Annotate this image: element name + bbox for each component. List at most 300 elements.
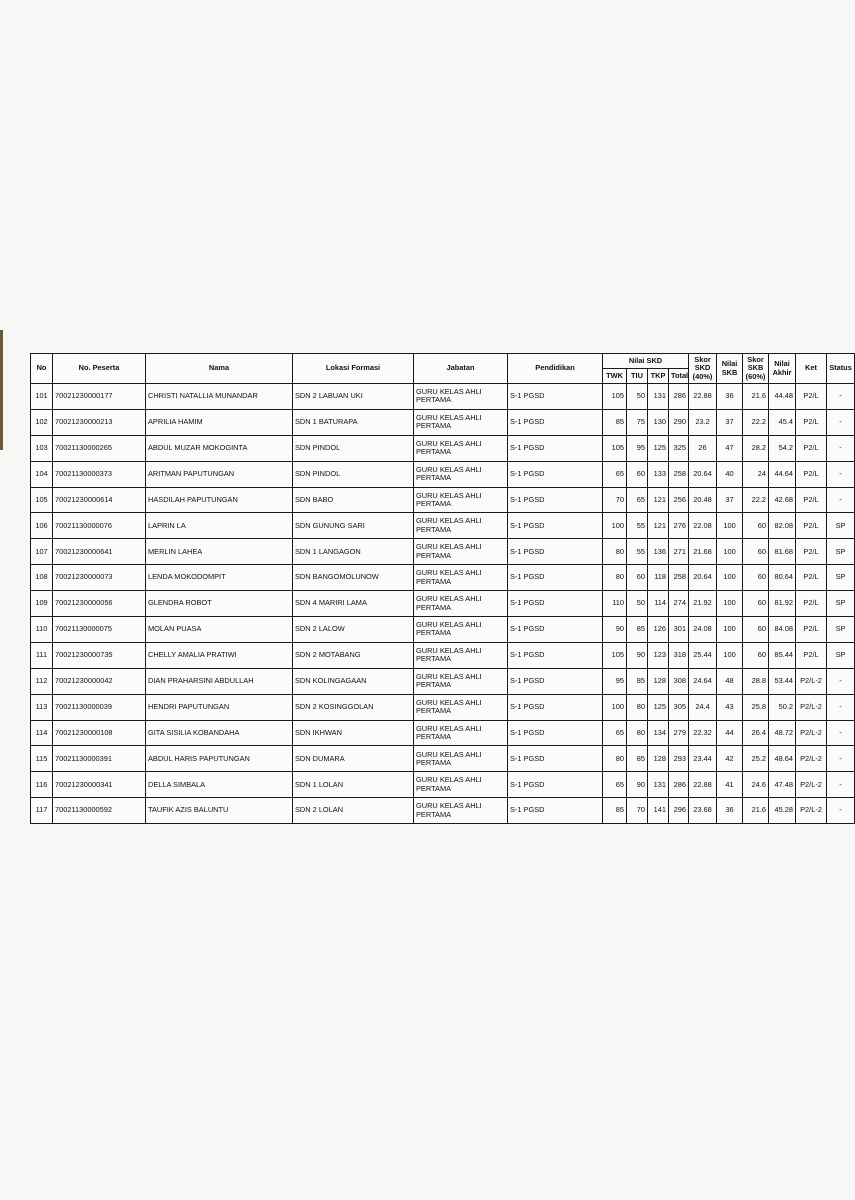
cell-status: SP [827, 513, 855, 539]
table-row [31, 642, 855, 668]
cell-skor-skb: 22.2 [743, 487, 769, 513]
cell-total: 318 [669, 642, 689, 668]
cell-status: SP [827, 617, 855, 643]
cell-nilai-akhir: 54.2 [769, 435, 796, 461]
cell-jabatan: GURU KELAS AHLI PERTAMA [414, 539, 508, 565]
cell-jabatan: GURU KELAS AHLI PERTAMA [414, 617, 508, 643]
cell-lokasi: SDN 2 KOSINGGOLAN [293, 694, 414, 720]
cell-skor-skd: 24.08 [689, 617, 717, 643]
table-row [31, 746, 855, 772]
cell-ket: P2/L [796, 435, 827, 461]
cell-nilai-skb: 100 [717, 565, 743, 591]
cell-no: 104 [31, 461, 53, 487]
cell-ket: P2/L [796, 565, 827, 591]
cell-no-peserta: 70021230000056 [53, 591, 146, 617]
cell-nilai-skb: 100 [717, 513, 743, 539]
cell-lokasi: SDN BANGOMOLUNOW [293, 565, 414, 591]
cell-twk: 90 [603, 617, 627, 643]
cell-lokasi: SDN 1 LANGAGON [293, 539, 414, 565]
cell-jabatan: GURU KELAS AHLI PERTAMA [414, 565, 508, 591]
cell-status: - [827, 409, 855, 435]
cell-twk: 105 [603, 384, 627, 410]
cell-no: 111 [31, 642, 53, 668]
cell-tiu: 60 [627, 565, 648, 591]
cell-nama: DELLA SIMBALA [146, 772, 293, 798]
header-no-peserta: No. Peserta [53, 354, 146, 384]
cell-twk: 100 [603, 513, 627, 539]
cell-twk: 110 [603, 591, 627, 617]
cell-skor-skb: 21.6 [743, 798, 769, 824]
cell-pendidikan: S-1 PGSD [508, 668, 603, 694]
cell-total: 276 [669, 513, 689, 539]
cell-tkp: 130 [648, 409, 669, 435]
cell-total: 271 [669, 539, 689, 565]
cell-tiu: 55 [627, 513, 648, 539]
cell-ket: P2/L-2 [796, 720, 827, 746]
cell-nilai-skb: 37 [717, 409, 743, 435]
cell-tiu: 80 [627, 720, 648, 746]
cell-skor-skb: 60 [743, 539, 769, 565]
cell-jabatan: GURU KELAS AHLI PERTAMA [414, 435, 508, 461]
cell-tiu: 85 [627, 746, 648, 772]
cell-twk: 65 [603, 772, 627, 798]
cell-twk: 105 [603, 435, 627, 461]
cell-twk: 65 [603, 461, 627, 487]
cell-tkp: 121 [648, 487, 669, 513]
table-row [31, 461, 855, 487]
cell-status: - [827, 384, 855, 410]
cell-lokasi: SDN KOLINGAGAAN [293, 668, 414, 694]
table-row [31, 798, 855, 824]
cell-nama: TAUFIK AZIS BALUNTU [146, 798, 293, 824]
cell-lokasi: SDN BABO [293, 487, 414, 513]
cell-pendidikan: S-1 PGSD [508, 642, 603, 668]
cell-nilai-akhir: 44.64 [769, 461, 796, 487]
cell-skor-skd: 24.4 [689, 694, 717, 720]
cell-nama: CHRISTI NATALLIA MUNANDAR [146, 384, 293, 410]
cell-skor-skd: 26 [689, 435, 717, 461]
cell-ket: P2/L [796, 617, 827, 643]
cell-skor-skd: 22.88 [689, 772, 717, 798]
cell-status: SP [827, 642, 855, 668]
cell-nilai-akhir: 47.48 [769, 772, 796, 798]
header-tiu: TIU [627, 369, 648, 384]
cell-no: 106 [31, 513, 53, 539]
cell-lokasi: SDN 1 LOLAN [293, 772, 414, 798]
cell-twk: 85 [603, 798, 627, 824]
cell-ket: P2/L-2 [796, 746, 827, 772]
cell-tiu: 80 [627, 694, 648, 720]
cell-tkp: 131 [648, 772, 669, 798]
cell-lokasi: SDN 2 LALOW [293, 617, 414, 643]
cell-no: 107 [31, 539, 53, 565]
cell-status: - [827, 694, 855, 720]
page-edge-shadow [0, 330, 3, 450]
cell-nilai-akhir: 42.68 [769, 487, 796, 513]
table-row [31, 694, 855, 720]
cell-no: 112 [31, 668, 53, 694]
cell-status: - [827, 772, 855, 798]
cell-nama: HENDRI PAPUTUNGAN [146, 694, 293, 720]
cell-no-peserta: 70021230000735 [53, 642, 146, 668]
cell-jabatan: GURU KELAS AHLI PERTAMA [414, 409, 508, 435]
table-row [31, 384, 855, 410]
cell-skor-skd: 21.68 [689, 539, 717, 565]
cell-tkp: 136 [648, 539, 669, 565]
cell-no-peserta: 70021130000592 [53, 798, 146, 824]
cell-no-peserta: 70021230000177 [53, 384, 146, 410]
cell-pendidikan: S-1 PGSD [508, 513, 603, 539]
cell-no: 103 [31, 435, 53, 461]
cell-twk: 85 [603, 409, 627, 435]
header-nama: Nama [146, 354, 293, 384]
cell-tkp: 114 [648, 591, 669, 617]
cell-no: 115 [31, 746, 53, 772]
cell-no: 101 [31, 384, 53, 410]
cell-skor-skb: 60 [743, 617, 769, 643]
cell-twk: 80 [603, 746, 627, 772]
cell-pendidikan: S-1 PGSD [508, 694, 603, 720]
cell-twk: 70 [603, 487, 627, 513]
cell-skor-skd: 22.32 [689, 720, 717, 746]
cell-tiu: 75 [627, 409, 648, 435]
cell-nilai-skb: 100 [717, 617, 743, 643]
cell-nilai-akhir: 48.72 [769, 720, 796, 746]
cell-tiu: 60 [627, 461, 648, 487]
cell-no: 105 [31, 487, 53, 513]
cell-total: 258 [669, 461, 689, 487]
cell-nilai-skb: 47 [717, 435, 743, 461]
cell-jabatan: GURU KELAS AHLI PERTAMA [414, 668, 508, 694]
table-header [31, 354, 855, 384]
cell-tkp: 123 [648, 642, 669, 668]
table-row [31, 487, 855, 513]
cell-ket: P2/L-2 [796, 694, 827, 720]
cell-twk: 80 [603, 539, 627, 565]
header-skor-skb: Skor SKB (60%) [743, 354, 769, 384]
cell-ket: P2/L-2 [796, 798, 827, 824]
cell-nama: HASDILAH PAPUTUNGAN [146, 487, 293, 513]
cell-skor-skb: 21.6 [743, 384, 769, 410]
header-jabatan: Jabatan [414, 354, 508, 384]
cell-total: 286 [669, 772, 689, 798]
cell-total: 308 [669, 668, 689, 694]
header-nilai-skb: Nilai SKB [717, 354, 743, 384]
cell-twk: 95 [603, 668, 627, 694]
table-row [31, 668, 855, 694]
cell-total: 286 [669, 384, 689, 410]
cell-nama: DIAN PRAHARSINI ABDULLAH [146, 668, 293, 694]
cell-total: 256 [669, 487, 689, 513]
cell-ket: P2/L [796, 409, 827, 435]
cell-no: 108 [31, 565, 53, 591]
cell-nama: GITA SISILIA KOBANDAHA [146, 720, 293, 746]
cell-ket: P2/L [796, 384, 827, 410]
cell-tkp: 131 [648, 384, 669, 410]
cell-total: 290 [669, 409, 689, 435]
cell-skor-skb: 24 [743, 461, 769, 487]
cell-no-peserta: 70021130000075 [53, 617, 146, 643]
cell-skor-skd: 25.44 [689, 642, 717, 668]
cell-jabatan: GURU KELAS AHLI PERTAMA [414, 720, 508, 746]
cell-skor-skb: 28.2 [743, 435, 769, 461]
cell-lokasi: SDN 2 LABUAN UKI [293, 384, 414, 410]
cell-tiu: 55 [627, 539, 648, 565]
cell-twk: 100 [603, 694, 627, 720]
cell-nilai-akhir: 84.08 [769, 617, 796, 643]
cell-skor-skd: 22.88 [689, 384, 717, 410]
cell-tiu: 65 [627, 487, 648, 513]
cell-no: 117 [31, 798, 53, 824]
cell-tiu: 90 [627, 772, 648, 798]
header-nilai-akhir: Nilai Akhir [769, 354, 796, 384]
cell-jabatan: GURU KELAS AHLI PERTAMA [414, 772, 508, 798]
cell-tiu: 50 [627, 384, 648, 410]
cell-ket: P2/L [796, 513, 827, 539]
cell-total: 258 [669, 565, 689, 591]
header-skor-skd: Skor SKD (40%) [689, 354, 717, 384]
cell-no-peserta: 70021130000391 [53, 746, 146, 772]
cell-ket: P2/L [796, 539, 827, 565]
cell-pendidikan: S-1 PGSD [508, 435, 603, 461]
cell-nilai-skb: 43 [717, 694, 743, 720]
cell-nilai-skb: 48 [717, 668, 743, 694]
cell-lokasi: SDN IKHWAN [293, 720, 414, 746]
cell-ket: P2/L [796, 591, 827, 617]
cell-tkp: 125 [648, 694, 669, 720]
table-row [31, 409, 855, 435]
cell-nilai-akhir: 81.68 [769, 539, 796, 565]
cell-total: 274 [669, 591, 689, 617]
cell-lokasi: SDN GUNUNG SARI [293, 513, 414, 539]
cell-tkp: 133 [648, 461, 669, 487]
cell-no-peserta: 70021130000373 [53, 461, 146, 487]
cell-nama: GLENDRA ROBOT [146, 591, 293, 617]
cell-no: 110 [31, 617, 53, 643]
cell-nama: ABDUL HARIS PAPUTUNGAN [146, 746, 293, 772]
cell-nilai-skb: 40 [717, 461, 743, 487]
header-ket: Ket [796, 354, 827, 384]
cell-ket: P2/L [796, 487, 827, 513]
cell-nilai-skb: 100 [717, 642, 743, 668]
cell-pendidikan: S-1 PGSD [508, 746, 603, 772]
cell-no-peserta: 70021230000108 [53, 720, 146, 746]
cell-tkp: 118 [648, 565, 669, 591]
table-row [31, 720, 855, 746]
cell-lokasi: SDN DUMARA [293, 746, 414, 772]
cell-skor-skb: 26.4 [743, 720, 769, 746]
cell-pendidikan: S-1 PGSD [508, 720, 603, 746]
cell-pendidikan: S-1 PGSD [508, 565, 603, 591]
cell-status: - [827, 461, 855, 487]
cell-pendidikan: S-1 PGSD [508, 772, 603, 798]
table-row [31, 435, 855, 461]
cell-status: SP [827, 591, 855, 617]
cell-status: - [827, 798, 855, 824]
cell-total: 301 [669, 617, 689, 643]
cell-skor-skb: 28.8 [743, 668, 769, 694]
cell-nama: APRILIA HAMIM [146, 409, 293, 435]
cell-lokasi: SDN 1 BATURAPA [293, 409, 414, 435]
cell-skor-skd: 20.64 [689, 565, 717, 591]
results-table [30, 353, 855, 824]
cell-status: - [827, 487, 855, 513]
cell-nama: ABDUL MUZAR MOKOGINTA [146, 435, 293, 461]
cell-nilai-skb: 37 [717, 487, 743, 513]
cell-nilai-akhir: 45.4 [769, 409, 796, 435]
cell-total: 293 [669, 746, 689, 772]
cell-pendidikan: S-1 PGSD [508, 487, 603, 513]
cell-nilai-akhir: 85.44 [769, 642, 796, 668]
table-row [31, 591, 855, 617]
cell-no: 116 [31, 772, 53, 798]
cell-skor-skd: 20.48 [689, 487, 717, 513]
cell-nama: LENDA MOKODOMPIT [146, 565, 293, 591]
table-row [31, 772, 855, 798]
cell-no-peserta: 70021230000341 [53, 772, 146, 798]
cell-tkp: 128 [648, 746, 669, 772]
cell-nilai-akhir: 48.64 [769, 746, 796, 772]
cell-total: 305 [669, 694, 689, 720]
cell-pendidikan: S-1 PGSD [508, 409, 603, 435]
cell-nilai-akhir: 50.2 [769, 694, 796, 720]
table-body [31, 384, 855, 824]
cell-nama: LAPRIN LA [146, 513, 293, 539]
cell-skor-skb: 24.6 [743, 772, 769, 798]
header-pendidikan: Pendidikan [508, 354, 603, 384]
cell-tkp: 126 [648, 617, 669, 643]
cell-nilai-skb: 42 [717, 746, 743, 772]
cell-skor-skd: 23.68 [689, 798, 717, 824]
cell-no-peserta: 70021130000265 [53, 435, 146, 461]
cell-jabatan: GURU KELAS AHLI PERTAMA [414, 694, 508, 720]
cell-jabatan: GURU KELAS AHLI PERTAMA [414, 384, 508, 410]
cell-pendidikan: S-1 PGSD [508, 591, 603, 617]
header-total: Total [669, 369, 689, 384]
header-status: Status [827, 354, 855, 384]
cell-lokasi: SDN PINDOL [293, 435, 414, 461]
cell-nilai-akhir: 82.08 [769, 513, 796, 539]
cell-tkp: 121 [648, 513, 669, 539]
table-row [31, 539, 855, 565]
cell-status: SP [827, 565, 855, 591]
cell-tiu: 70 [627, 798, 648, 824]
cell-skor-skd: 24.64 [689, 668, 717, 694]
cell-nama: MERLIN LAHEA [146, 539, 293, 565]
cell-ket: P2/L [796, 642, 827, 668]
cell-nilai-akhir: 53.44 [769, 668, 796, 694]
cell-lokasi: SDN 2 MOTABANG [293, 642, 414, 668]
cell-no-peserta: 70021230000614 [53, 487, 146, 513]
cell-tkp: 141 [648, 798, 669, 824]
cell-skor-skb: 60 [743, 591, 769, 617]
header-nilai-skd: Nilai SKD [603, 354, 689, 369]
cell-tiu: 90 [627, 642, 648, 668]
cell-nilai-akhir: 80.64 [769, 565, 796, 591]
cell-ket: P2/L-2 [796, 772, 827, 798]
cell-jabatan: GURU KELAS AHLI PERTAMA [414, 487, 508, 513]
header-twk: TWK [603, 369, 627, 384]
cell-skor-skd: 23.2 [689, 409, 717, 435]
cell-skor-skb: 25.2 [743, 746, 769, 772]
cell-nilai-skb: 36 [717, 798, 743, 824]
cell-nilai-akhir: 44.48 [769, 384, 796, 410]
cell-tiu: 50 [627, 591, 648, 617]
cell-twk: 105 [603, 642, 627, 668]
cell-skor-skb: 22.2 [743, 409, 769, 435]
cell-tiu: 85 [627, 617, 648, 643]
cell-pendidikan: S-1 PGSD [508, 798, 603, 824]
cell-skor-skb: 60 [743, 642, 769, 668]
cell-skor-skd: 21.92 [689, 591, 717, 617]
cell-jabatan: GURU KELAS AHLI PERTAMA [414, 591, 508, 617]
cell-tiu: 95 [627, 435, 648, 461]
cell-twk: 80 [603, 565, 627, 591]
header-tkp: TKP [648, 369, 669, 384]
table-row [31, 617, 855, 643]
cell-no-peserta: 70021230000042 [53, 668, 146, 694]
cell-no: 109 [31, 591, 53, 617]
cell-skor-skd: 20.64 [689, 461, 717, 487]
cell-tiu: 85 [627, 668, 648, 694]
cell-status: - [827, 435, 855, 461]
table-row [31, 513, 855, 539]
cell-nama: CHELLY AMALIA PRATIWI [146, 642, 293, 668]
cell-no-peserta: 70021230000213 [53, 409, 146, 435]
cell-nilai-akhir: 81.92 [769, 591, 796, 617]
cell-no: 114 [31, 720, 53, 746]
cell-skor-skd: 22.08 [689, 513, 717, 539]
cell-skor-skb: 60 [743, 513, 769, 539]
cell-jabatan: GURU KELAS AHLI PERTAMA [414, 461, 508, 487]
cell-nilai-akhir: 45.28 [769, 798, 796, 824]
cell-jabatan: GURU KELAS AHLI PERTAMA [414, 642, 508, 668]
cell-no-peserta: 70021230000073 [53, 565, 146, 591]
cell-status: - [827, 746, 855, 772]
cell-status: - [827, 668, 855, 694]
cell-total: 279 [669, 720, 689, 746]
cell-nilai-skb: 44 [717, 720, 743, 746]
header-no: No [31, 354, 53, 384]
cell-no: 102 [31, 409, 53, 435]
cell-status: SP [827, 539, 855, 565]
cell-total: 325 [669, 435, 689, 461]
cell-tkp: 134 [648, 720, 669, 746]
cell-nama: ARITMAN PAPUTUNGAN [146, 461, 293, 487]
cell-nama: MOLAN PUASA [146, 617, 293, 643]
cell-nilai-skb: 41 [717, 772, 743, 798]
cell-jabatan: GURU KELAS AHLI PERTAMA [414, 513, 508, 539]
cell-no: 113 [31, 694, 53, 720]
cell-twk: 65 [603, 720, 627, 746]
cell-skor-skb: 25.8 [743, 694, 769, 720]
cell-tkp: 125 [648, 435, 669, 461]
cell-status: - [827, 720, 855, 746]
cell-pendidikan: S-1 PGSD [508, 384, 603, 410]
cell-lokasi: SDN 4 MARIRI LAMA [293, 591, 414, 617]
cell-pendidikan: S-1 PGSD [508, 617, 603, 643]
cell-lokasi: SDN 2 LOLAN [293, 798, 414, 824]
cell-total: 296 [669, 798, 689, 824]
cell-nilai-skb: 36 [717, 384, 743, 410]
cell-nilai-skb: 100 [717, 539, 743, 565]
header-lokasi-formasi: Lokasi Formasi [293, 354, 414, 384]
cell-skor-skb: 60 [743, 565, 769, 591]
cell-pendidikan: S-1 PGSD [508, 461, 603, 487]
table-row [31, 565, 855, 591]
cell-pendidikan: S-1 PGSD [508, 539, 603, 565]
cell-tkp: 128 [648, 668, 669, 694]
